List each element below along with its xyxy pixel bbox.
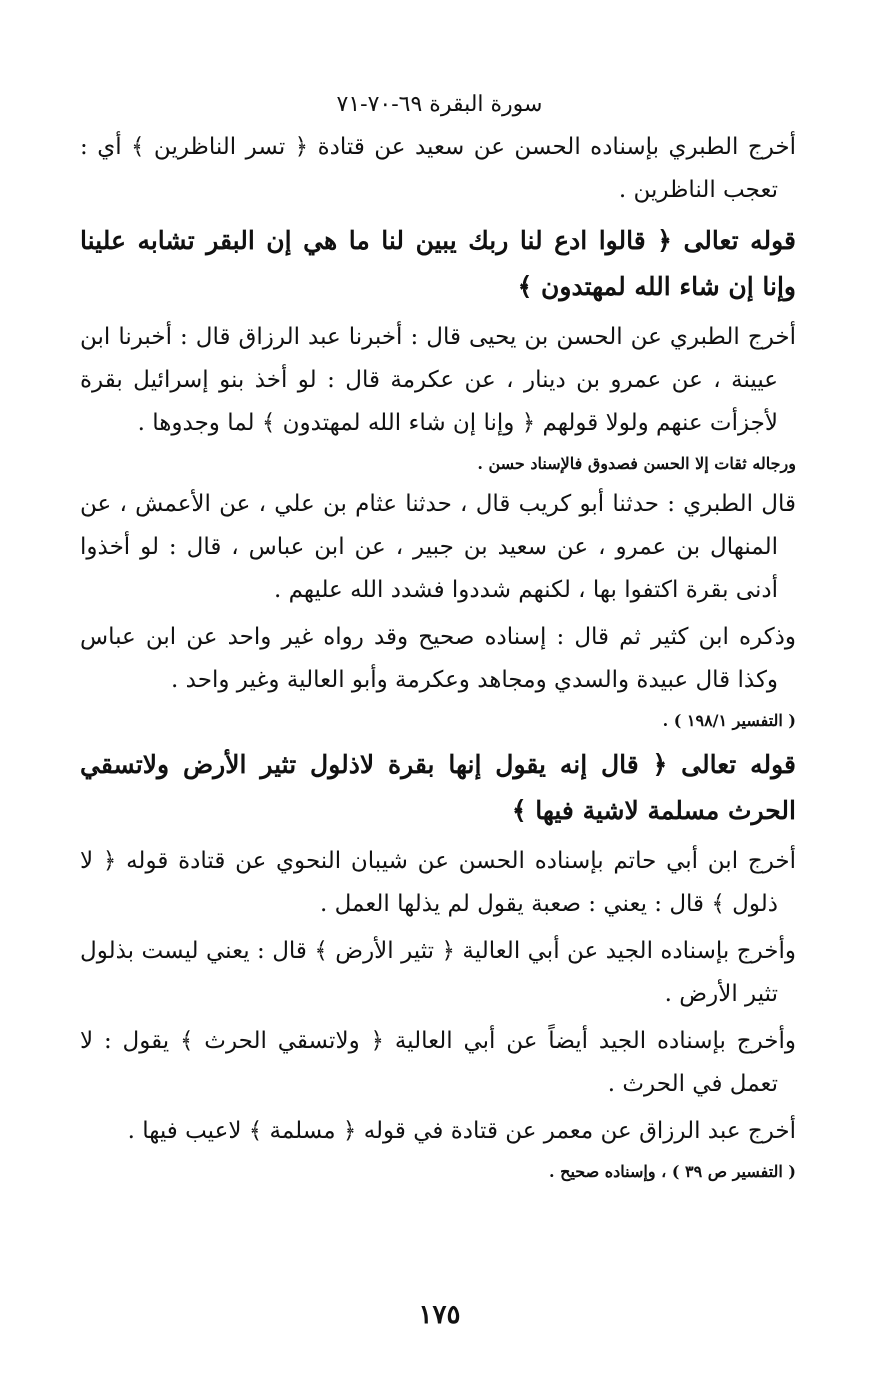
paragraph-tabari-ibn-abbas: قال الطبري : حدثنا أبو كريب قال ، حدثنا عثام بن علي ، عن الأعمش ، عن المنهال بن عمرو ، عن سعيد بن جبير ، عن ابن عباس ، قال : لو أخذوا أدنى بقرة اكتفوا بها ، لكنهم شددوا فشدد الله عليهم . (80, 491, 796, 603)
running-header: سورة البقرة ٦٩-٧٠-٧١ (336, 92, 543, 117)
tafsir-reference-1: ( التفسير ١٩٨/١ ) . (662, 711, 796, 730)
paragraph-tabari-ikrima: أخرج الطبري عن الحسن بن يحيى قال : أخبرنا عبد الرزاق قال : أخبرنا ابن عيينة ، عن عمرو بن دينار ، عن عكرمة قال : لو أخذ بنو إسرائيل بقرة لأجزأت عنهم ولولا قولهم ﴿ وإنا إن شاء الله لمهتدون ﴾ لما وجدوها . (80, 324, 796, 436)
paragraph-abul-aliya-1: وأخرج بإسناده الجيد عن أبي العالية ﴿ تثير الأرض ﴾ قال : يعني ليست بذلول تثير الأرض . (80, 938, 796, 1007)
page-number: ١٧٥ (418, 1300, 461, 1330)
paragraph-ibn-abi-hatim: أخرج ابن أبي حاتم بإسناده الحسن عن شيبان النحوي عن قتادة قوله ﴿ لا ذلول ﴾ قال : يعني : صعبة يقول لم يذلها العمل . (80, 848, 796, 917)
tafsir-reference-2: ( التفسير ص ٣٩ ) ، وإسناده صحيح . (549, 1162, 796, 1181)
paragraph-tafsir-tasur: أخرج الطبري بإسناده الحسن عن سعيد عن قتادة ﴿ تسر الناظرين ﴾ أي : تعجب الناظرين . (80, 134, 796, 203)
paragraph-abul-aliya-2: وأخرج بإسناده الجيد أيضاً عن أبي العالية ﴿ ولاتسقي الحرث ﴾ يقول : لا تعمل في الحرث . (80, 1028, 796, 1097)
body-text (80, 126, 796, 1191)
paragraph-abd-al-razzaq: أخرج عبد الرزاق عن معمر عن قتادة في قوله ﴿ مسلمة ﴾ لاعيب فيها . (127, 1118, 796, 1144)
verse-heading-70: قوله تعالى ﴿ قالوا ادع لنا ربك يبين لنا ما هي إن البقر تشابه علينا وإنا إن شاء الله لمهتدون ﴾ (80, 226, 796, 301)
isnad-note: ورجاله ثقات إلا الحسن فصدوق فالإسناد حسن . (477, 454, 796, 473)
verse-heading-71: قوله تعالى ﴿ قال إنه يقول إنها بقرة لاذلول تثير الأرض ولاتسقي الحرث مسلمة لاشية فيها ﴾ (80, 750, 796, 825)
paragraph-ibn-kathir: وذكره ابن كثير ثم قال : إسناده صحيح وقد رواه غير واحد عن ابن عباس وكذا قال عبيدة والسدي ومجاهد وعكرمة وأبو العالية وغير واحد . (80, 624, 796, 693)
